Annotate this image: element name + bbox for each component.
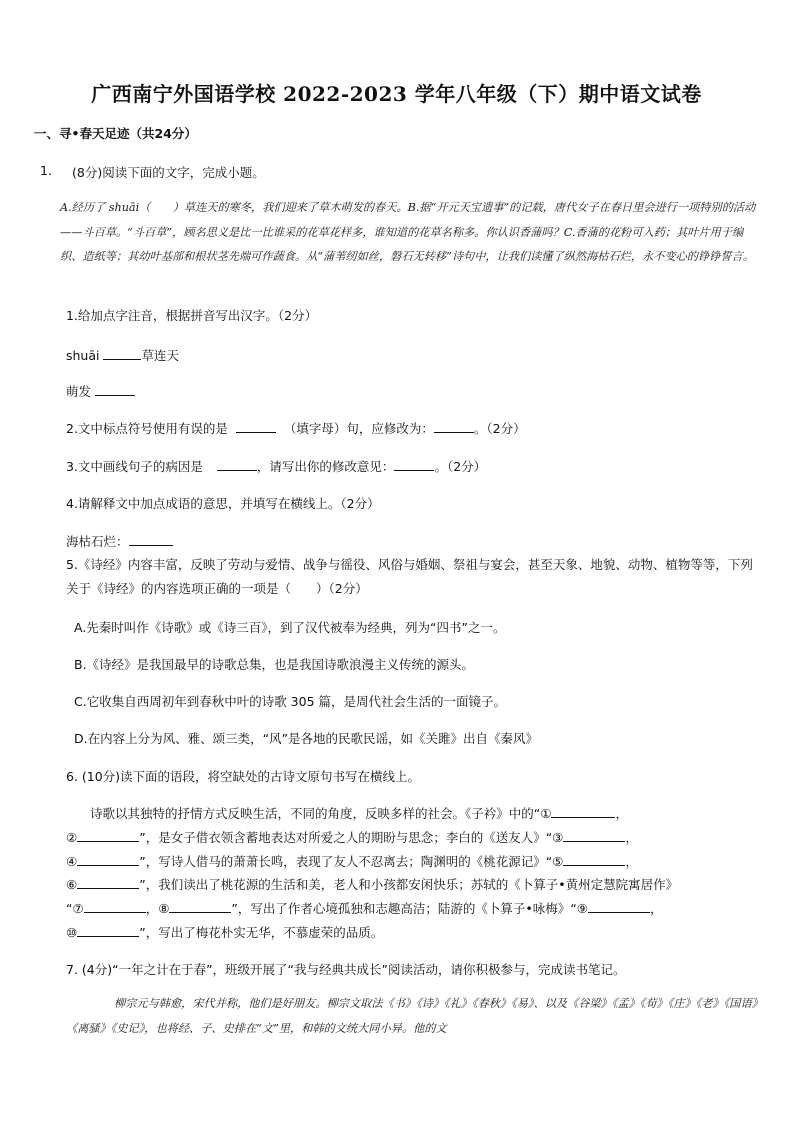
question-1-heading: (8分)阅读下面的文字，完成小题。 [72,165,265,180]
option-d[interactable]: D.在内容上分为风、雅、颂三类，“风”是各地的民歌民谣，如《关雎》出自《秦风》 [74,731,539,746]
option-a[interactable]: A.先秦时叫作《诗歌》或《诗三百》，到了汉代被奉为经典，列为“四书”之一。 [74,620,506,635]
pinyin-suffix: 草连天 [141,348,179,363]
poem-line-1 [66,802,758,826]
poem-text: ， [615,806,628,821]
poem-text: “⑦ [66,901,84,917]
poem-line-2 [66,826,758,850]
passage-1: A.经历了 shuāi（ ）草连天的寒冬，我们迎来了草木萌发的春天。B.据“开元天宝遗事”的记载，唐代女子在春日里会进行一项特别的活动——斗百草。“斗百草”，顾名思义是比一比谁采的花草花样多，谁知道的花草名称多。你认识香蒲吗？C.香蒲的花粉可入药；其叶片用于编织、造纸等；其幼叶基部和根状茎先端可作蔬食。从“蒲苇纫如丝，磐石无转移”诗句中，让我们读懂了纵然海枯石烂，永不变心的铮铮誓言。 [60,201,756,263]
answer-blank[interactable] [551,805,615,818]
subquestion-1: 1.给加点字注音，根据拼音写出汉字。（2分） [66,308,318,323]
poem-line-6 [66,921,758,945]
answer-blank[interactable] [95,383,135,396]
subquestion-2-text: 2.文中标点符号使用有误的是 [66,421,228,436]
answer-blank[interactable] [77,876,139,889]
poem-text: ④ [66,853,78,869]
subquestion-2-text-b: （填字母）句，应修改为： [283,421,434,436]
question-6-passage [66,802,758,945]
poem-text: ”，写出了梅花朴实无华，不慕虚荣的品质。 [139,924,384,940]
poem-line-4 [66,873,758,897]
idiom-label: 海枯石烂： [66,534,129,549]
answer-blank[interactable] [77,924,139,937]
answer-blank[interactable] [77,853,139,866]
poem-text: ， [625,829,638,845]
answer-blank[interactable] [84,900,146,913]
poem-text: ， [649,901,663,917]
question-7-heading: 7. (4分)“一年之计在于春”，班级开展了“我与经典共成长”阅读活动，请你积极参与，完成读书笔记。 [66,962,626,977]
poem-text: ”，是女子借衣领含蓄地表达对所爱之人的期盼与思念；李白的《送友人》“③ [139,829,564,845]
answer-blank[interactable] [77,829,139,842]
answer-blank[interactable] [588,900,650,913]
poem-text: ”，写出了作者心境孤独和志趣高洁；陆游的《卜算子•咏梅》“⑨ [231,901,588,917]
answer-blank[interactable] [434,420,474,433]
question-6-heading: 6. (10分)读下面的语段，将空缺处的古诗文原句书写在横线上。 [66,769,421,784]
answer-blank[interactable] [563,853,625,866]
question-number: 1. [40,163,52,178]
option-c[interactable]: C.它收集自西周初年到春秋中叶的诗歌 305 篇，是周代社会生活的一面镜子。 [74,694,507,709]
subquestion-3-text: 3.文中画线句子的病因是 [66,459,203,474]
poem-text: ，⑧ [145,901,170,917]
subquestion-3-text-c: 。（2分） [434,459,487,474]
answer-blank[interactable] [217,458,257,471]
word-text: 萌发 [66,384,92,399]
subquestion-3-text-b: ，请写出你的修改意见： [256,459,395,474]
poem-text: ⑩ [66,924,78,940]
answer-blank[interactable] [563,829,625,842]
question-5-stem: 5.《诗经》内容丰富，反映了劳动与爱情、战争与徭役、风俗与婚姻、祭祖与宴会，甚至天象、地貌、动物、植物等等，下列关于《诗经》的内容选项正确的一项是（ ）（2分） [66,557,753,596]
passage-7: 柳宗元与韩愈，宋代并称，他们是好朋友。柳宗文取法《书》《诗》《礼》《春秋》《易》、以及《谷梁》《孟》《荀》《庄》《老》《国语》《离骚》《史记》，也将经、子、史排在“文”里，和韩的文统大同小异。他的文 [66,997,758,1035]
poem-text: 诗歌以其独特的抒情方式反映生活，不同的角度，反映多样的社会。《子衿》中的“① [90,806,552,821]
idiom-fill-line [66,532,173,550]
answer-blank[interactable] [129,533,173,546]
poem-line-5 [66,897,758,921]
pinyin-fill-line [66,346,179,364]
poem-text: ”，我们读出了桃花源的生活和美，老人和小孩都安闲快乐；苏轼的《卜算子•黄州定慧院寓居作》 [139,877,679,893]
annotation-fill-line [66,382,135,400]
answer-blank[interactable] [103,347,141,360]
answer-blank[interactable] [394,458,434,471]
answer-blank[interactable] [236,420,276,433]
subquestion-3 [66,457,486,475]
page-title: 广西南宁外国语学校 2022-2023 学年八年级（下）期中语文试卷 [91,82,702,106]
subquestion-2-text-c: 。（2分） [473,421,526,436]
poem-text: ② [66,829,78,845]
subquestion-2 [66,419,526,437]
pinyin-text: shuāi [66,348,100,363]
poem-line-3 [66,850,758,874]
poem-text: ， [625,853,638,869]
section-heading: 一、寻•春天足迹（共24分） [34,126,197,141]
subquestion-4: 4.请解释文中加点成语的意思，并填写在横线上。（2分） [66,496,380,511]
poem-text: ”，写诗人借马的萧萧长鸣，表现了友人不忍离去；陶渊明的《桃花源记》“⑤ [139,853,564,869]
answer-blank[interactable] [169,900,231,913]
option-b[interactable]: B.《诗经》是我国最早的诗歌总集，也是我国诗歌浪漫主义传统的源头。 [74,657,475,672]
poem-text: ⑥ [66,877,78,893]
